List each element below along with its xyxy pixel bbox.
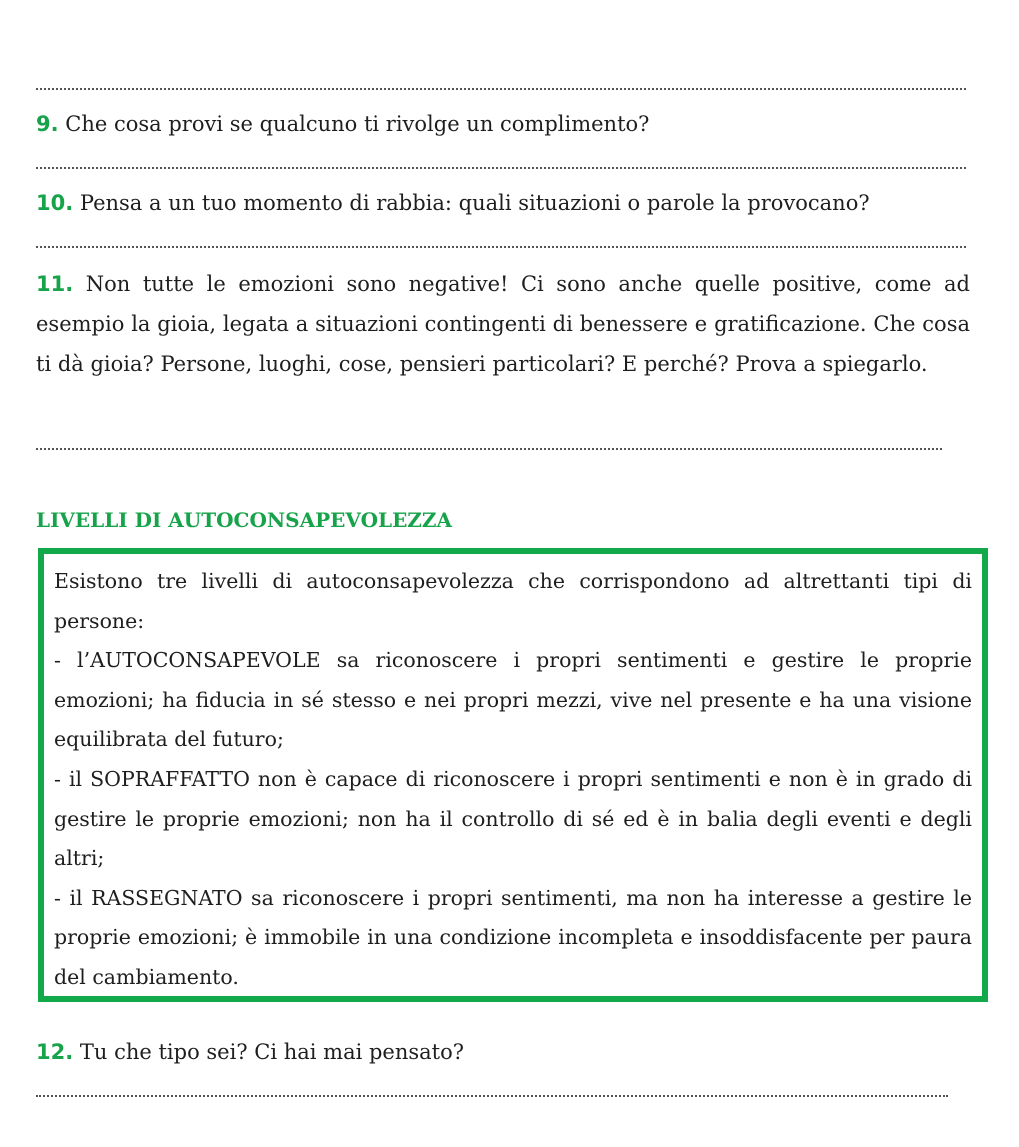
question-number: 9. bbox=[36, 112, 59, 136]
question-number: 12. bbox=[36, 1040, 74, 1064]
answer-line bbox=[36, 448, 942, 450]
question-12 bbox=[36, 1032, 970, 1072]
question-10 bbox=[36, 183, 970, 223]
answer-line bbox=[36, 246, 966, 248]
info-box bbox=[38, 548, 988, 1002]
info-paragraph-rassegnato: - il RASSEGNATO sa riconoscere i propri sentimenti, ma non ha interesse a gestire le proprie emozioni; è immobile in una condizione incompleta e insoddisfacente per paura del cambiamento. bbox=[54, 885, 972, 989]
question-text: Pensa a un tuo momento di rabbia: quali situazioni o parole la provocano? bbox=[79, 191, 870, 215]
question-text: Tu che tipo sei? Ci hai mai pensato? bbox=[79, 1040, 465, 1064]
answer-line bbox=[36, 1095, 948, 1097]
answer-line bbox=[36, 167, 966, 169]
answer-line bbox=[36, 88, 966, 90]
question-text: Che cosa provi se qualcuno ti rivolge un complimento? bbox=[65, 112, 650, 136]
question-number: 10. bbox=[36, 191, 74, 215]
question-number: 11. bbox=[36, 272, 74, 296]
question-9 bbox=[36, 104, 970, 144]
info-paragraph-autoconsapevole: - l’AUTOCONSAPEVOLE sa riconoscere i propri sentimenti e gestire le proprie emozioni; ha fiducia in sé stesso e nei propri mezzi, vive nel presente e ha una visione equilibrata del futuro; bbox=[54, 648, 972, 752]
info-paragraph-intro: Esistono tre livelli di autoconsapevolezza che corrispondono ad altrettanti tipi di persone: bbox=[54, 569, 972, 633]
question-11 bbox=[36, 264, 970, 384]
info-paragraph-sopraffatto: - il SOPRAFFATTO non è capace di riconoscere i propri sentimenti e non è in grado di gestire le proprie emozioni; non ha il controllo di sé ed è in balia degli eventi e degli altri; bbox=[54, 766, 972, 871]
question-text: Non tutte le emozioni sono negative! Ci sono anche quelle positive, come ad esempio la gioia, legata a situazioni contingenti di benessere e gratificazione. Che cosa ti dà gioia? Persone, luoghi, cose, pensieri particolari? E perché? Prova a spiegarlo. bbox=[36, 272, 970, 376]
section-title: LIVELLI DI AUTOCONSAPEVOLEZZA bbox=[36, 508, 453, 532]
